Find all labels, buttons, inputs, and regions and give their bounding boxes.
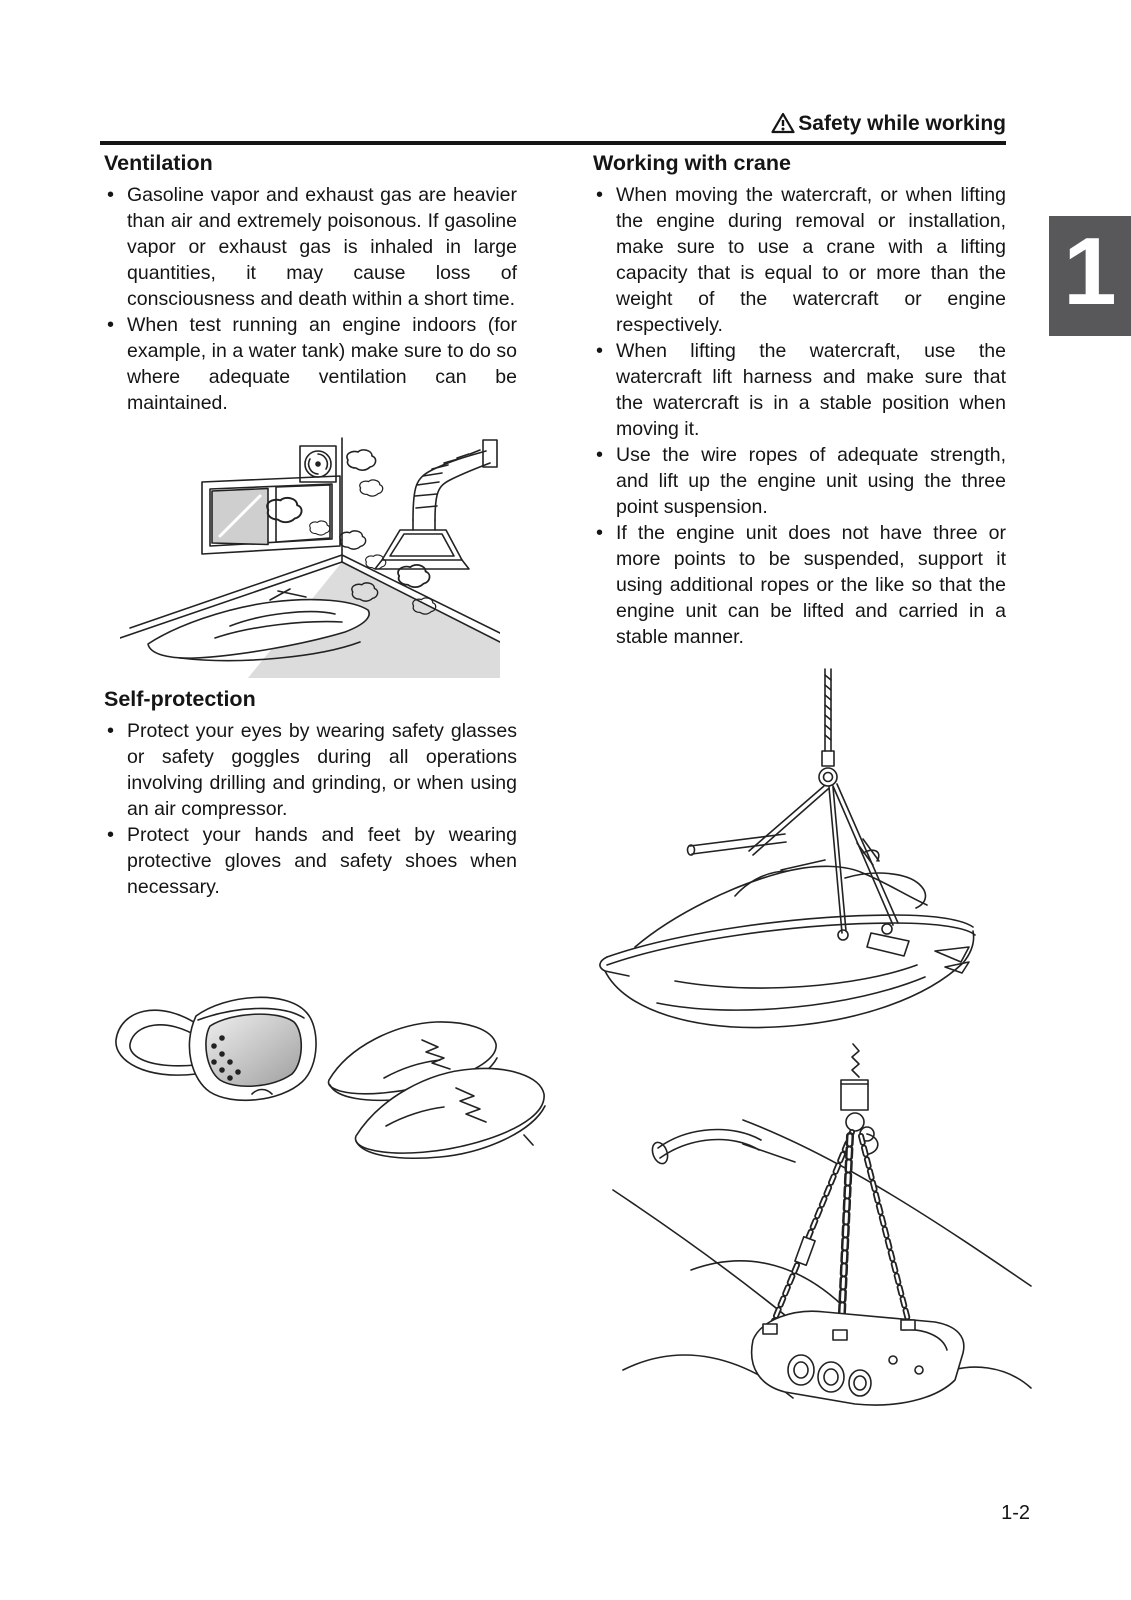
ventilated-room-illustration [120,430,500,678]
goggles-and-shoes-illustration [104,928,556,1184]
working-with-crane-bullets [593,182,1006,650]
list-item: • When lifting the watercraft, use the watercraft lift harness and make sure that the watercraft is in a stable position when moving it. [593,338,1006,442]
page-header [100,111,1006,137]
list-item: • Use the wire ropes of adequate strength, and lift up the engine unit using the three point suspension. [593,442,1006,520]
header-title-text: Safety while working [798,112,1006,135]
exhaust-hood [375,440,497,569]
chapter-tab [1049,216,1131,336]
list-item: • When test running an engine indoors (for example, in a water tank) make sure to do so where adequate ventilation can be maintained. [104,312,517,416]
header-rule [100,141,1006,145]
engine-unit [752,1311,964,1405]
ventilation-bullets [104,182,517,416]
working-with-crane-heading: Working with crane [593,151,791,175]
right-column [593,150,1006,1412]
wire-rope [819,669,837,786]
safety-shoes [328,1022,545,1158]
self-protection-heading: Self-protection [104,687,256,711]
lifting-chains [771,1132,909,1334]
watercraft [600,860,975,1028]
chapter-number: 1 [1063,218,1117,325]
page-number: 1-2 [1001,1502,1030,1524]
list-item: • Protect your eyes by wearing safety glasses or safety goggles during all operations involving drilling and grinding, or when using an air compressor. [104,718,517,822]
left-column [104,150,517,1184]
watercraft-lifted-by-crane-illustration [595,665,995,1030]
list-item: • Gasoline vapor and exhaust gas are heavier than air and extremely poisonous. If gasoline vapor or exhaust gas is inhaled in large quantities, it may cause loss of consciousness and death within a short time. [104,182,517,312]
list-item: • Protect your hands and feet by wearing protective gloves and safety shoes when necessary. [104,822,517,900]
list-item: • When moving the watercraft, or when lifting the engine during removal or installation, make sure to use a crane with a lifting capacity that is equal to or more than the weight of the watercraft or engine respectively. [593,182,1006,338]
self-protection-bullets [104,718,517,900]
engine-lift-illustration [603,1040,1033,1412]
list-item: • If the engine unit does not have three or more points to be suspended, support it using additional ropes or the like so that the engine unit can be lifted and carried in a stable manner. [593,520,1006,650]
safety-goggles [116,997,316,1100]
warning-triangle-icon [771,112,795,134]
window [202,476,340,554]
ventilation-heading: Ventilation [104,151,213,175]
